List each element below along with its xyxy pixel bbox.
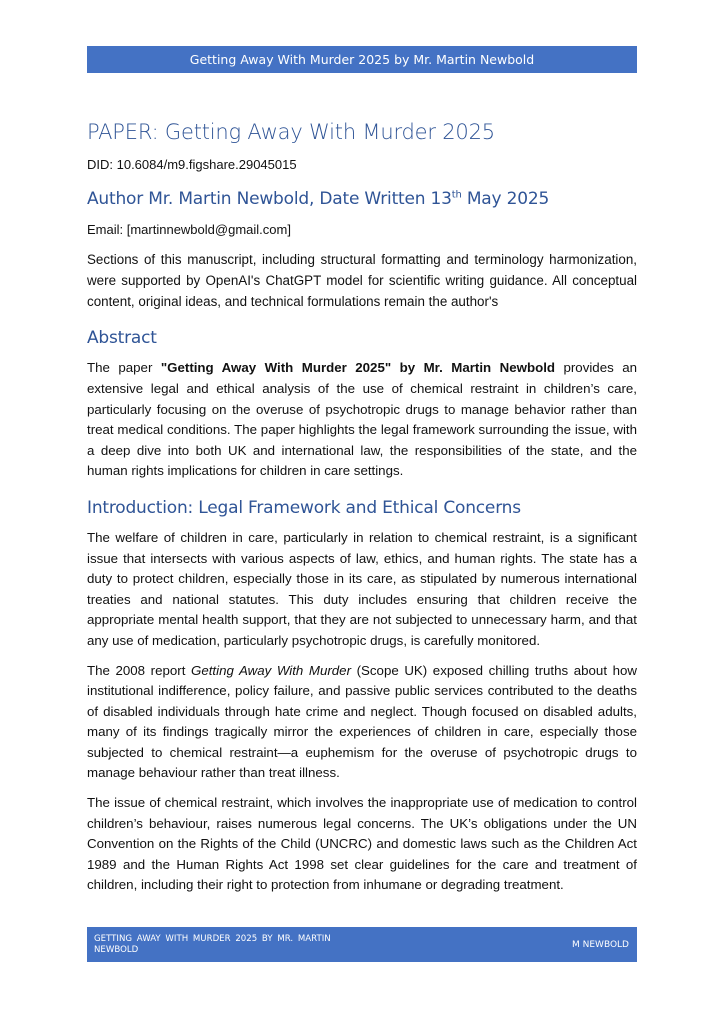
running-title: Getting Away With Murder 2025 by Mr. Martin Newbold (189, 52, 535, 67)
ai-acknowledgement: Sections of this manuscript, including structural formatting and terminology harmonization, were supported by OpenAI's ChatGPT model for scientific writing guidance. All conceptual content, original ideas, and technical formulations remain the author's (87, 252, 637, 309)
doi-line: DID: 10.6084/m9.figshare.29045015 (87, 157, 297, 172)
abstract-heading: Abstract (87, 328, 157, 349)
paper-title: PAPER: Getting Away With Murder 2025 (87, 120, 495, 144)
footer-author: M NEWBOLD (572, 939, 629, 950)
introduction-heading: Introduction: Legal Framework and Ethical Concerns (87, 497, 521, 518)
introduction-paragraph-1: The welfare of children in care, particularly in relation to chemical restraint, is a significant issue that intersects with various aspects of law, ethics, and human rights. The state has a duty to protect children, especially those in its care, as stipulated by numerous international treaties and national statutes. This duty includes ensuring that children receive the appropriate mental health support, that they are not subjected to unnecessary harm, and that any use of medication, particularly psychotropic drugs, is carefully monitored. (87, 529, 637, 648)
author-date-heading (87, 187, 637, 211)
page-footer-banner (87, 927, 637, 962)
page-body (87, 108, 637, 896)
p2-rest: (Scope UK) exposed chilling truths about how institutional indifference, policy failure, and passive public services contributed to the deaths of disabled individuals through hate crime and neglect. Though focused on disabled adults, many of its findings tragically mirror the experiences of children in care, especially those subjected to chemical restraint—a euphemism for the overuse of psychotropic drugs to manage behaviour rather than treat illness. (87, 662, 637, 781)
p2-lead: The 2008 report (87, 662, 191, 678)
abstract-lead: The paper (87, 360, 161, 376)
author-line-prefix: Author Mr. Martin Newbold, Date Written 13 (87, 189, 452, 209)
page-header-banner (87, 46, 637, 73)
footer-title: GETTING AWAY WITH MURDER 2025 BY MR. MARTIN NEWBOLD (94, 933, 331, 955)
abstract-paragraph (87, 358, 637, 482)
introduction-paragraph-2 (87, 661, 637, 785)
abstract-rest: provides an extensive legal and ethical analysis of the use of chemical restraint in children’s care, particularly focusing on the overuse of psychotropic drugs to manage behavior rather than treat medical conditions. The paper highlights the legal framework surrounding the issue, with a deep dive into both UK and international law, the responsibilities of the state, and the human rights implications for children in care settings. (87, 360, 637, 479)
introduction-paragraph-3: The issue of chemical restraint, which involves the inappropriate use of medication to control children’s behaviour, raises numerous legal concerns. The UK’s obligations under the UN Convention on the Rights of the Child (UNCRC) and domestic laws such as the Children Act 1989 and the Human Rights Act 1998 set clear guidelines for the care and treatment of children, including their right to protection from inhumane or degrading treatment. (87, 795, 637, 893)
author-line-suffix: May 2025 (461, 189, 550, 209)
ordinal-suffix: th (451, 189, 462, 201)
abstract-bold-title: "Getting Away With Murder 2025" by Mr. Martin Newbold (160, 360, 556, 376)
email-line: Email: [martinnewbold@gmail.com] (87, 222, 291, 237)
report-title-italic: Getting Away With Murder (191, 662, 352, 678)
